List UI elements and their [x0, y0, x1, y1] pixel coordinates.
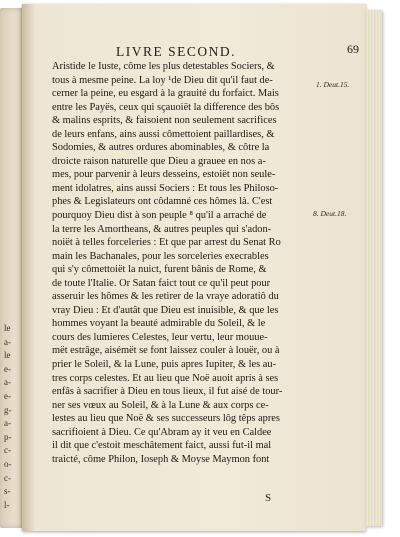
- text-line: il dit que c'estoit meschâtement faict, aussi fut-il mal: [52, 440, 272, 452]
- text-line: qui s'y cômettoiët la nuict, furent bânis de Rome, &: [52, 264, 267, 276]
- text-line: droicte raison naturelle que Dieu a grauee en nos a-: [52, 155, 266, 167]
- text-line: pourquoy Dieu dist à son peuple ⁸ qu'il a arraché de: [52, 210, 267, 222]
- text-line: ment idolatres, ains aussi Sociers : Et tous les Philoso-: [52, 182, 279, 194]
- text-line: cerner la peine, eu esgard à la grauité du forfaict. Mais: [52, 88, 279, 100]
- text-line: vray Dieu : Et d'autât que Dieu est inuisible, & que les: [52, 304, 279, 316]
- margin-note-deut-18: 8. Deut.18.: [313, 209, 347, 218]
- running-head: LIVRE SECOND.: [116, 44, 236, 59]
- text-line: enfâs à sacrifier à Dieu en tous lieux, il fut aisé de tour-: [52, 386, 283, 398]
- text-line: entre les Payës, ceux qui sçauoiët la difference des bôs: [52, 101, 280, 113]
- text-line: de leurs enfans, ains aussi cômettoient paillardises, &: [52, 128, 275, 140]
- previous-page-fragment: le: [4, 350, 11, 361]
- text-line: la terre les Amortheans, & autres peuples qui s'adon-: [52, 223, 272, 235]
- text-line: asseruir les hômes & les retirer de la vraye adoratiô du: [52, 291, 279, 303]
- previous-page-fragment: a-: [4, 336, 11, 347]
- text-line: tres corps celestes. Et au lieu que Noë auoit apris à ses: [52, 372, 279, 384]
- page-number: 69: [347, 42, 359, 56]
- margin-note-deut-15: 1. Deut.15.: [316, 80, 350, 89]
- page-69: [22, 4, 366, 531]
- previous-page-fragment: a-: [4, 418, 11, 429]
- previous-page-fragment: p-: [4, 431, 12, 442]
- previous-page-fragment: o-: [4, 459, 12, 469]
- previous-page-fragment: le: [4, 323, 11, 333]
- text-line: traicté, côme Philon, Ioseph & Moyse Maymon font: [52, 453, 270, 465]
- previous-page-fragment: c-: [4, 445, 11, 456]
- previous-page-fragment: l-: [4, 499, 10, 510]
- body-text: [52, 60, 300, 466]
- text-line: main les Bachanales, pour les sorceleries execrables: [52, 250, 269, 262]
- previous-page-fragment: e-: [4, 363, 11, 374]
- previous-page-fragment: s-: [4, 486, 11, 497]
- previous-page-fragment: c-: [4, 472, 11, 483]
- text-line: lestes au lieu que Noë & ses successeurs lôg têps apres: [52, 413, 280, 425]
- previous-page-fragment: a-: [4, 377, 11, 388]
- text-line: ner ses vœux au Soleil, & à la Lune & aux corps ce-: [52, 399, 269, 411]
- text-line: hommes voyant la beauté admirable du Soleil, & le: [52, 318, 266, 330]
- text-line: noiët à telles forceleries : Et que par arrest du Senat Ro: [52, 237, 281, 249]
- text-line: sacrifioient à Dieu. Ce qu'Abram ay it veu en Caldee: [52, 426, 272, 438]
- signature-mark: S: [265, 492, 272, 504]
- page-block-edge: [366, 10, 382, 526]
- text-line: prier le Soleil, & la Lune, puis apres Iupiter, & les au-: [52, 359, 277, 371]
- previous-page-fragment: e-: [4, 391, 11, 401]
- text-line: phes & Legislateurs ont côdamné ces hômes là. C'est: [52, 196, 273, 208]
- text-line: tous à mesme peine. La loy ¹de Dieu dit qu'il faut de-: [52, 74, 273, 86]
- text-line: & malins esprits, & faisoient non seulement sacrifices: [52, 115, 277, 127]
- text-line: Sodomies, & autres ordures abominables, & côtre la: [52, 142, 270, 154]
- text-line: cours des lumieres Celestes, leur vertu, leur mouue-: [52, 331, 268, 343]
- text-line: de toute l'Italie. Or Satan faict tout ce qu'il peut pour: [52, 277, 271, 289]
- text-line: mët estrâge, aisémët se font laissez couler à louër, ou à: [52, 345, 280, 357]
- text-line: Aristide le Iuste, côme les plus detestables Sociers, &: [52, 61, 275, 72]
- previous-page-fragment: g-: [4, 404, 12, 415]
- text-line: mes, pour parvenir à leurs desseins, estoiët non seule-: [52, 169, 276, 181]
